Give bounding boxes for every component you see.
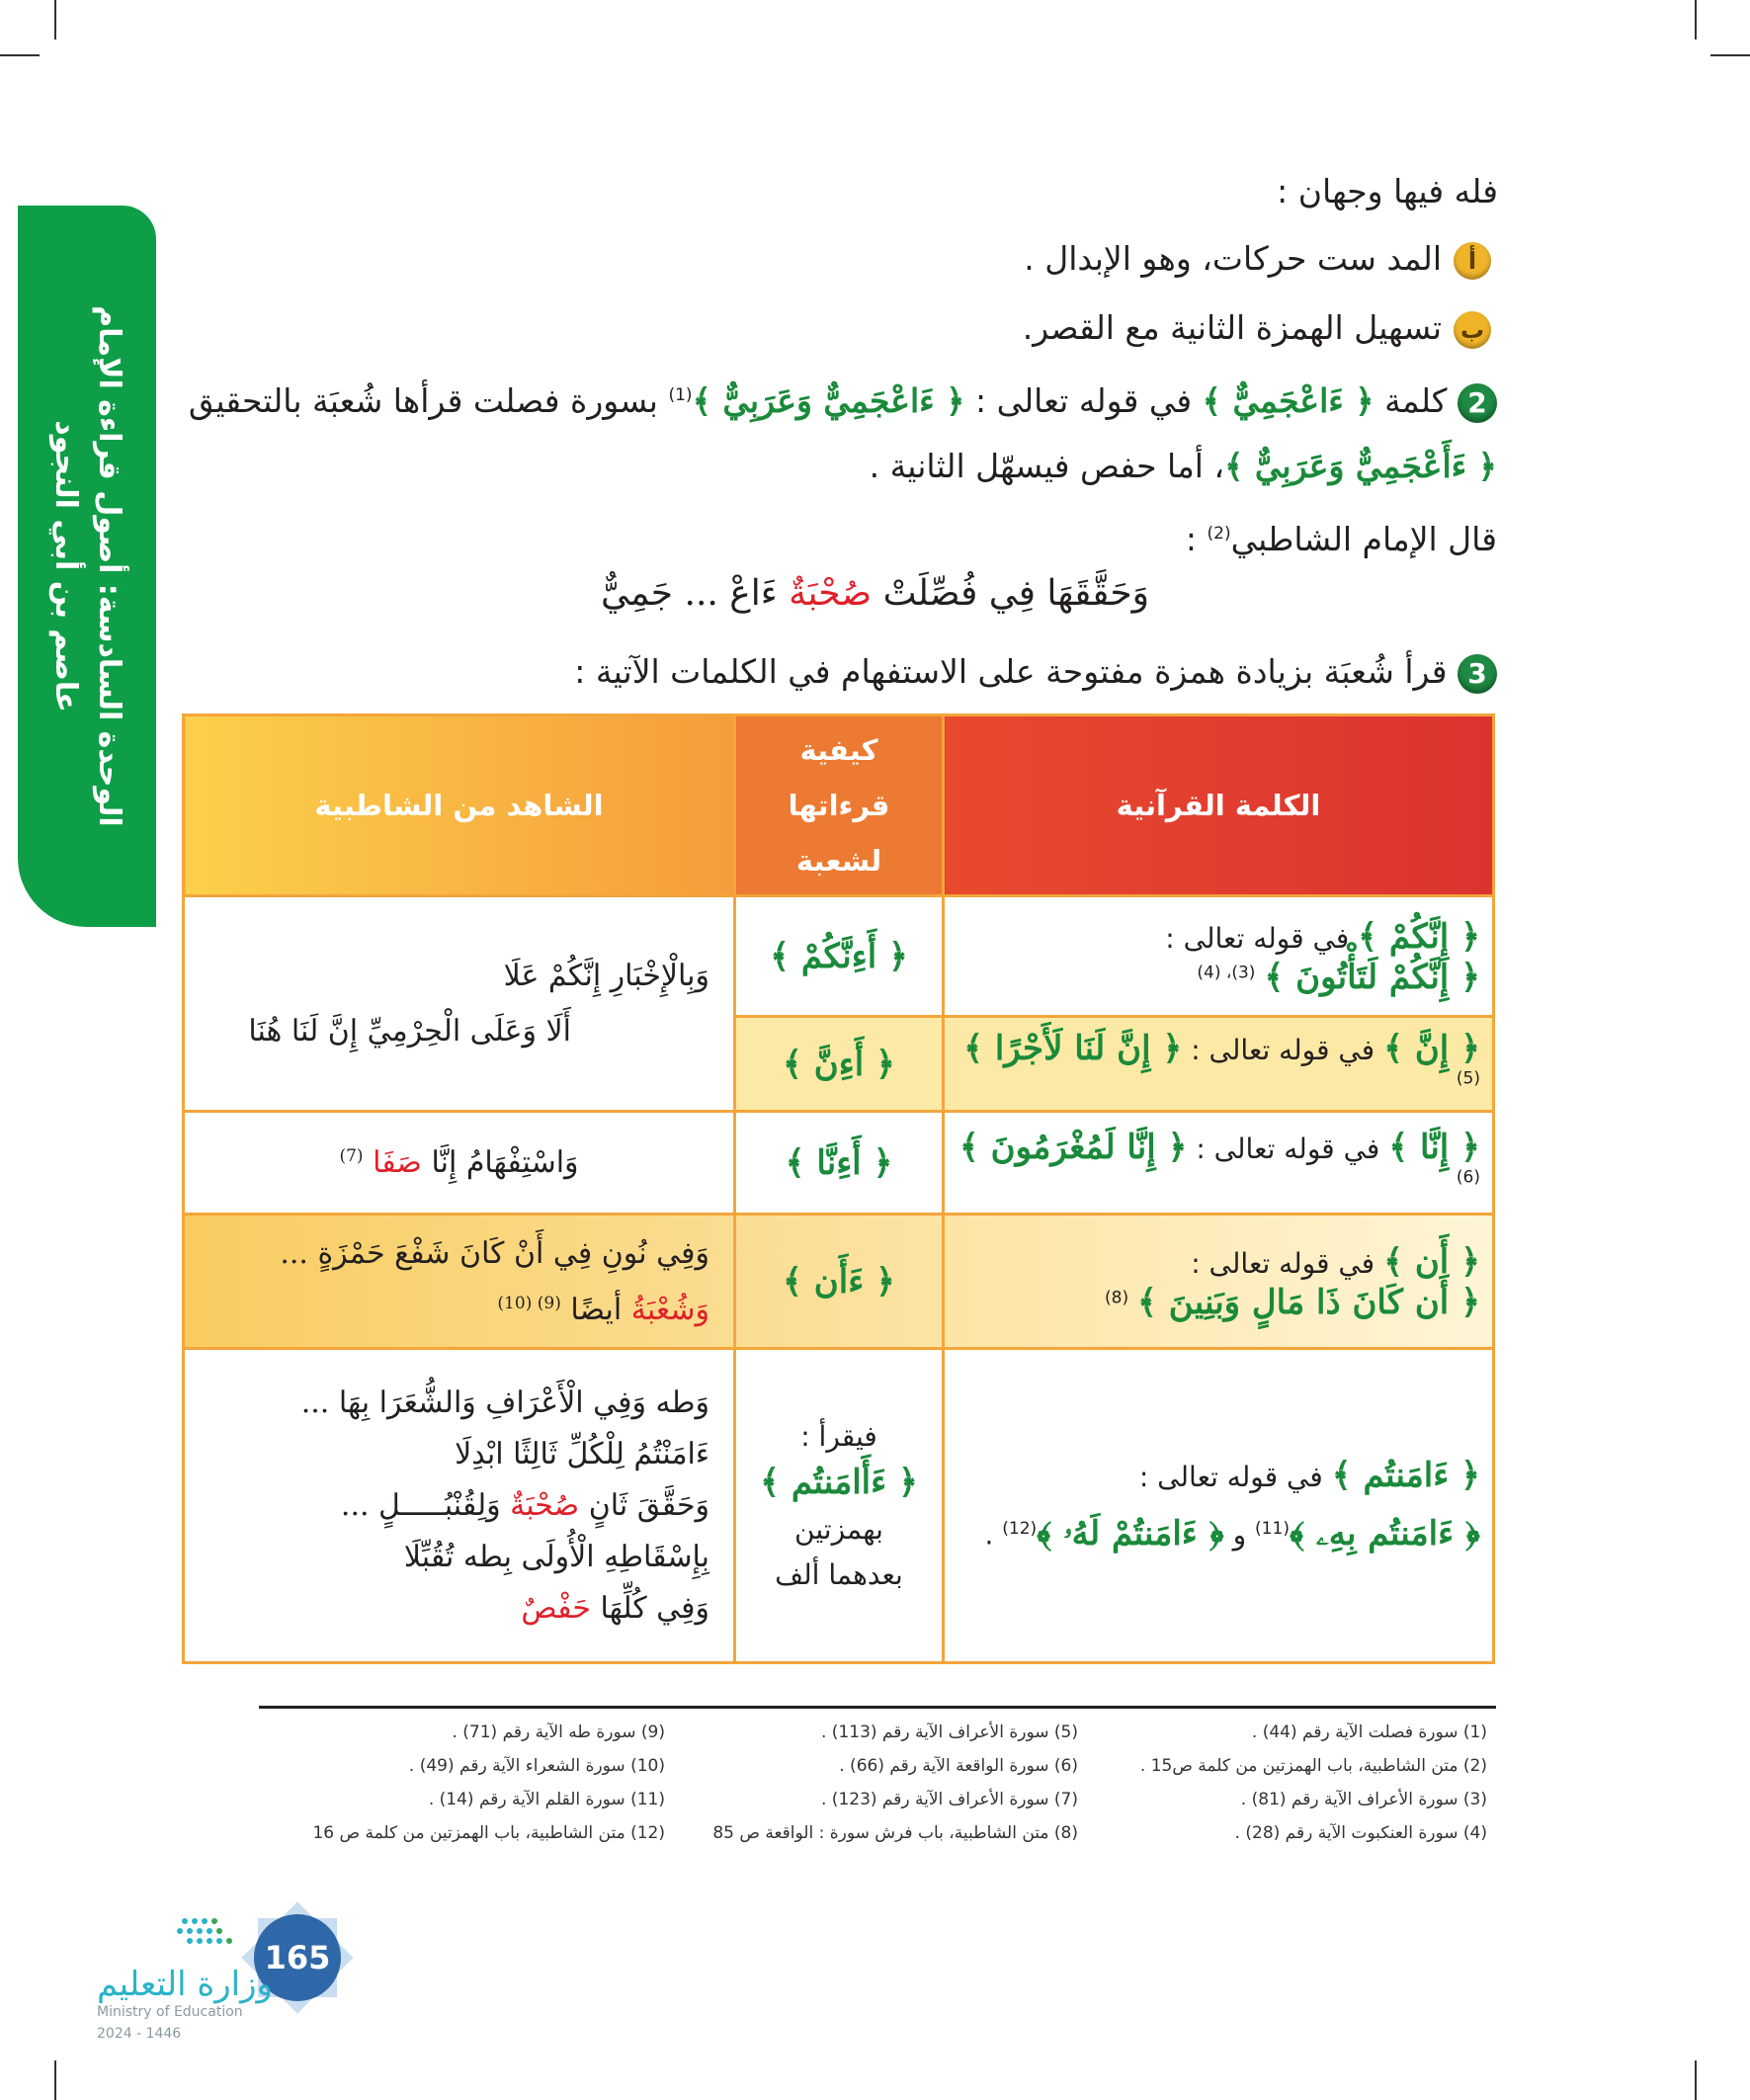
item3-text: قرأ شُعبَة بزيادة همزة مفتوحة على الاستفهام في الكلمات الآتية : <box>574 652 1448 691</box>
table-row <box>184 1215 1494 1349</box>
footnotes-col3 <box>312 1716 665 1850</box>
row5-word-line1 <box>957 1450 1480 1503</box>
item3-line <box>574 648 1497 696</box>
row3-shahid-red: صَفَا <box>373 1145 422 1180</box>
footnote-ref-2: (2) <box>1207 524 1231 544</box>
cell-how-5 <box>735 1349 944 1663</box>
ministry-name-en: Ministry of Education <box>97 2004 243 2020</box>
table-header-row <box>184 715 1494 896</box>
option-a <box>1024 235 1491 283</box>
row1-word: ﴿ إِنَّكُمْ ﴾ <box>1358 916 1480 957</box>
shatibi-verse <box>0 573 1750 614</box>
option-b-text: تسهيل الهمزة الثانية مع القصر. <box>1022 308 1442 347</box>
readings-table <box>182 714 1495 1664</box>
row3-refs: (6) <box>1456 1167 1480 1188</box>
footnote-ref-1: (1) <box>668 385 693 405</box>
crop-mark <box>0 54 40 56</box>
row1-refs: (3)، (4) <box>1197 963 1256 983</box>
verse-part-c: ءَاعْ ... جَمِيٌّ <box>600 573 778 614</box>
cell-word-1 <box>944 896 1494 1017</box>
item2-line2 <box>870 443 1497 490</box>
letter-badge-a: أ <box>1454 242 1491 280</box>
cell-shahid-4 <box>184 1215 735 1349</box>
cell-word-2 <box>944 1017 1494 1112</box>
footnote-7: (7) سورة الأعراف الآية رقم (123) . <box>820 1790 1078 1809</box>
cell-how-1 <box>735 896 944 1017</box>
row5-shahid-line2: ءَامَنْتُمُ لِلْكُلِّ ثَالِثًا ابْدِلَا <box>455 1436 709 1471</box>
footnote-6: (6) سورة الواقعة الآية رقم (66) . <box>839 1756 1078 1776</box>
cell-word-3 <box>944 1112 1494 1215</box>
letter-badge-b: ب <box>1454 311 1491 349</box>
item2-line1 <box>188 372 1497 425</box>
item2-word: ﴿ ءَاعْجَمِيٌّ ﴾ <box>1202 381 1375 420</box>
row5-ref12: (12) <box>1002 1519 1038 1540</box>
row5-how-post1: بهمزتين <box>794 1512 883 1546</box>
row4-intro: في قوله تعالى : <box>1191 1246 1375 1280</box>
row3-shahid-ref: (7) <box>339 1146 364 1166</box>
row1-how: ﴿ أَءِنَّكُمْ ﴾ <box>770 937 908 976</box>
cell-word-5 <box>944 1349 1494 1663</box>
option-b <box>1023 304 1491 352</box>
number-badge-3: 3 <box>1458 654 1497 694</box>
row5-shahid-line5 <box>208 1583 709 1635</box>
footnote-11: (11) سورة القلم الآية رقم (14) . <box>428 1790 665 1809</box>
crop-mark <box>54 0 56 40</box>
footnote-divider <box>259 1706 1496 1709</box>
row3-how: ﴿ أَءِنَّا ﴾ <box>785 1143 893 1183</box>
header-how-read <box>735 715 944 896</box>
cell-how-4 <box>735 1215 944 1349</box>
footnote-8: (8) متن الشاطبية، باب فرش سورة : الواقعة ص 85 <box>712 1823 1078 1843</box>
unit-title-line1: الوحدة السادسة: أصول قراءة الإمام <box>92 305 126 827</box>
cell-how-2 <box>735 1017 944 1112</box>
shatibi-colon: : <box>1185 520 1208 558</box>
row5-shahid-line4: بِإِسْقَاطِهِ الْأُولَى بِطه تُقُبِّلَا <box>403 1539 709 1574</box>
cell-shahid-1-2 <box>184 896 735 1112</box>
shatibi-line <box>1186 510 1497 563</box>
row4-shahid-line2 <box>208 1280 709 1334</box>
item2-verse: ﴿ ءَاعْجَمِيٌّ وَعَرَبِيٌّ ﴾ <box>692 381 965 420</box>
row5-how-post2: بعدهما ألف <box>775 1557 903 1591</box>
row5-word-line2 <box>957 1503 1480 1560</box>
row5-verse-a: ﴿ ءَامَنتُم بِهِۦ ﴾ <box>1289 1513 1480 1554</box>
row4-shahid-line1: وَفِي نُونِ فِي أَنْ كَانَ شَفْعَ حَمْزَةٍ ... <box>280 1236 709 1271</box>
item2-line2-verse: ﴿ ءَأَعْجَمِيٌّ وَعَرَبِيٌّ ﴾ <box>1224 447 1497 485</box>
table-row <box>184 1112 1494 1215</box>
row5-ref11: (11) <box>1255 1519 1290 1540</box>
page-number: 165 <box>254 1914 341 2001</box>
crop-mark <box>54 2060 56 2100</box>
header-shahid: الشاهد من الشاطبية <box>184 715 735 896</box>
footnote-1: (1) سورة فصلت الآية رقم (44) . <box>1251 1722 1487 1742</box>
footnote-10: (10) سورة الشعراء الآية رقم (49) . <box>408 1756 665 1776</box>
shahid-pair-line2: أَلَا وَعَلَى الْحِرْمِيِّ إِنَّ لَنَا هُنَا <box>248 1013 571 1049</box>
footnote-12: (12) متن الشاطبية، باب الهمزتين من كلمة ص 16 <box>312 1823 665 1843</box>
footnotes-col1 <box>1140 1716 1487 1850</box>
row5-dot: . <box>984 1518 994 1552</box>
table-row <box>184 1349 1494 1663</box>
option-a-text: المد ست حركات، وهو الإبدال . <box>1024 239 1442 278</box>
row3-intro: في قوله تعالى : <box>1196 1132 1380 1165</box>
row2-how: ﴿ أَءِنَّ ﴾ <box>783 1045 895 1084</box>
header-quran-word: الكلمة القرآنية <box>944 715 1494 896</box>
cell-shahid-3 <box>184 1112 735 1215</box>
row5-how-pre: فيقرأ : <box>800 1419 877 1453</box>
row5-shahid-line3 <box>208 1480 709 1532</box>
shahid-pair-line1: وَبِالْإِخْبَارِ إِنَّكُمْ عَلَا <box>503 958 709 993</box>
unit-side-tab <box>18 206 156 927</box>
row4-shahid-red: وَشُعْبَةُ <box>630 1293 709 1327</box>
row5-word: ﴿ ءَامَنتُم ﴾ <box>1331 1456 1480 1496</box>
row4-how: ﴿ ءَأَن ﴾ <box>783 1262 895 1302</box>
cell-shahid-5 <box>184 1349 735 1663</box>
crop-mark <box>1695 0 1697 40</box>
row1-verse: ﴿ إِنَّكُمْ لَتَأْتُونَ ﴾ <box>1264 957 1480 997</box>
row4-verse: ﴿ أَن كَانَ ذَا مَالٍ وَبَنِينَ ﴾ <box>1137 1282 1480 1322</box>
row4-refs: (8) <box>1105 1288 1129 1308</box>
row5-shahid5-red: حَفْصٌ <box>521 1590 591 1626</box>
number-badge-2: 2 <box>1458 383 1497 423</box>
row1-intro: في قوله تعالى : <box>1165 921 1350 955</box>
row5-shahid3a: وَحَقَّقَ ثَانٍ <box>588 1487 709 1523</box>
row3-verse: ﴿ إِنَّا لَمُغْرَمُونَ ﴾ <box>958 1127 1188 1167</box>
footnote-4: (4) سورة العنكبوت الآية رقم (28) . <box>1234 1823 1487 1843</box>
row3-word: ﴿ إِنَّا ﴾ <box>1388 1127 1480 1167</box>
item2-line2-text: ، أما حفص فيسهّل الثانية . <box>869 447 1225 485</box>
footnotes-col2 <box>712 1716 1078 1850</box>
item2-mid: في قوله تعالى : <box>975 381 1193 420</box>
verse-part-red: صُحْبَةٌ <box>789 573 873 614</box>
shatibi-text: قال الإمام الشاطبي <box>1230 520 1497 558</box>
row5-shahid-line1: وَطه وَفِي الْأَعْرَافِ وَالشُّعَرَا بِهَا ... <box>300 1385 709 1420</box>
crop-mark <box>1710 54 1750 56</box>
cell-word-4 <box>944 1215 1494 1349</box>
row5-shahid3-red: صُحْبَةٌ <box>510 1487 580 1523</box>
row5-shahid3c: وَلِقُنْبُـــــلٍ ... <box>340 1487 501 1523</box>
ministry-year: 2024 - 1446 <box>97 2026 182 2042</box>
intro-text: فله فيها وجهان : <box>1277 172 1498 210</box>
row5-verse-b: ﴿ ءَامَنتُمْ لَهُۥ ﴾ <box>1037 1513 1224 1554</box>
intro-line <box>1277 168 1498 215</box>
row5-intro: في قوله تعالى : <box>1138 1461 1323 1494</box>
row2-word: ﴿ إِنَّ ﴾ <box>1383 1028 1480 1068</box>
item2-prefix: كلمة <box>1384 381 1448 420</box>
footnote-9: (9) سورة طه الآية رقم (71) . <box>452 1722 665 1742</box>
row2-refs: (5) <box>1456 1068 1480 1089</box>
row5-shahid5a: وَفِي كُلِّهَا <box>600 1590 709 1626</box>
row4-word: ﴿ أَن ﴾ <box>1383 1241 1480 1282</box>
cell-how-3 <box>735 1112 944 1215</box>
row5-how: ﴿ ءَأَامَنتُم ﴾ <box>760 1462 918 1502</box>
verse-part-a: وَحَقَّقَهَا فِي فُصِّلَتْ <box>882 573 1149 614</box>
crop-mark <box>1695 2060 1697 2100</box>
row3-shahid-a: وَاسْتِفْهَامُ إِنَّا <box>431 1145 579 1180</box>
row5-and: و <box>1232 1518 1247 1552</box>
row4-shahid-refs: (9) (10) <box>497 1294 561 1313</box>
ministry-logo-icon <box>170 1901 259 1961</box>
item2-rest: بسورة فصلت قرأها شُعبَة بالتحقيق <box>188 381 658 420</box>
unit-title-line2: عاصم بن أبي النجود <box>48 420 83 713</box>
footnote-3: (3) سورة الأعراف الآية رقم (81) . <box>1240 1790 1487 1809</box>
footnote-5: (5) سورة الأعراف الآية رقم (113) . <box>820 1722 1078 1742</box>
header-how-read-text: كيفية قرءاتها لشعبة <box>788 733 890 878</box>
table-row <box>184 896 1494 1017</box>
unit-title <box>43 220 130 912</box>
row2-intro: في قوله تعالى : <box>1191 1033 1375 1066</box>
row2-verse: ﴿ إِنَّ لَنَا لَأَجْرًا ﴾ <box>963 1028 1183 1068</box>
footnote-2: (2) متن الشاطبية، باب الهمزتين من كلمة ص15 . <box>1139 1756 1487 1776</box>
ministry-name-ar: وزارة التعليم <box>97 1965 273 2004</box>
row4-shahid-also: أيضًا <box>570 1293 623 1327</box>
